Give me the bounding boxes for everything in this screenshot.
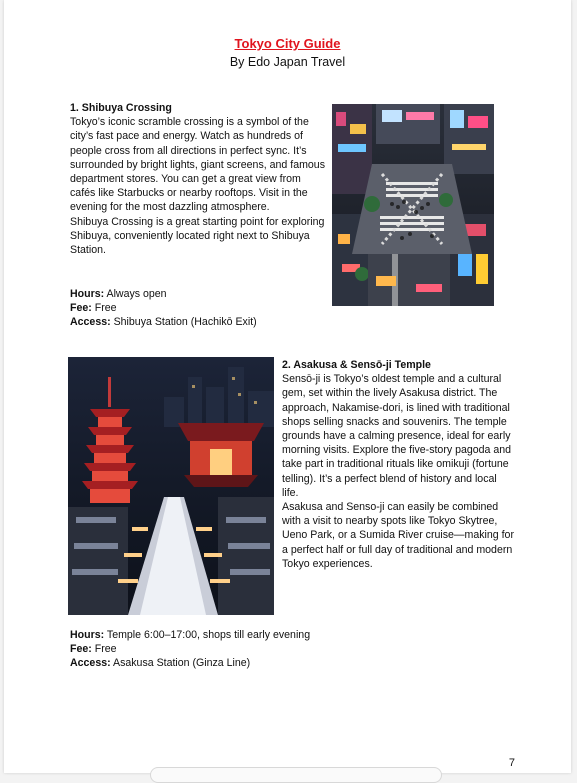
asakusa-temple-photo (68, 357, 274, 615)
section-asakusa (282, 358, 516, 571)
access-row: Access: Asakusa Station (Ginza Line) (70, 657, 251, 670)
section-heading: 2. Asakusa & Sensō-ji Temple (282, 359, 431, 371)
page-title: Tokyo City Guide (234, 36, 341, 51)
page-number: 7 (508, 757, 515, 769)
asakusa-details (70, 628, 310, 671)
shibuya-details (70, 287, 257, 330)
section-paragraph: Tokyo’s iconic scramble crossing is a symbol of the city’s fast pace and energy. Watch as hundreds of people cross from all directions in perfect sync. It’s surrounded by bright lights, giant screens, and famous department stores. You can get a great view from cafés like Starbucks or nearby rooftops. Visit in the evening for the most dazzling atmosphere. (70, 116, 325, 214)
section-paragraph: Asakusa and Senso-ji can easily be combined with a visit to nearby spots like Tokyo Skytree, Ueno Park, or a Sumida River cruise—making for a perfect half or full day of traditional and modern Tokyo experiences. (282, 501, 514, 570)
access-row: Access: Shibuya Station (Hachikō Exit) (70, 316, 257, 329)
fee-row: Fee: Free (70, 643, 117, 656)
section-shibuya (70, 101, 326, 257)
hours-row: Hours: Temple 6:00–17:00, shops till early evening (70, 629, 311, 641)
fee-row: Fee: Free (70, 302, 117, 315)
section-paragraph: Shibuya Crossing is a great starting point for exploring Shibuya, conveniently located right next to Shibuya Station. (70, 215, 325, 257)
page-subtitle: By Edo Japan Travel (229, 55, 346, 69)
hours-row: Hours: Always open (70, 288, 167, 300)
viewer-toolbar[interactable] (150, 767, 442, 783)
shibuya-crossing-photo (332, 104, 494, 306)
section-paragraph: Sensō-ji is Tokyo’s oldest temple and a cultural gem, set within the lively Asakusa district. The approach, Nakamise-dori, is lined with traditional shops selling snacks and souvenirs. The temple grounds have a calming presence, ideal for early morning visits. Explore the five-story pagoda and take part in traditional rituals like omikuji (fortune telling). It’s a perfect blend of history and local life. (282, 373, 512, 499)
document-page (4, 0, 571, 773)
section-heading: 1. Shibuya Crossing (70, 102, 172, 114)
